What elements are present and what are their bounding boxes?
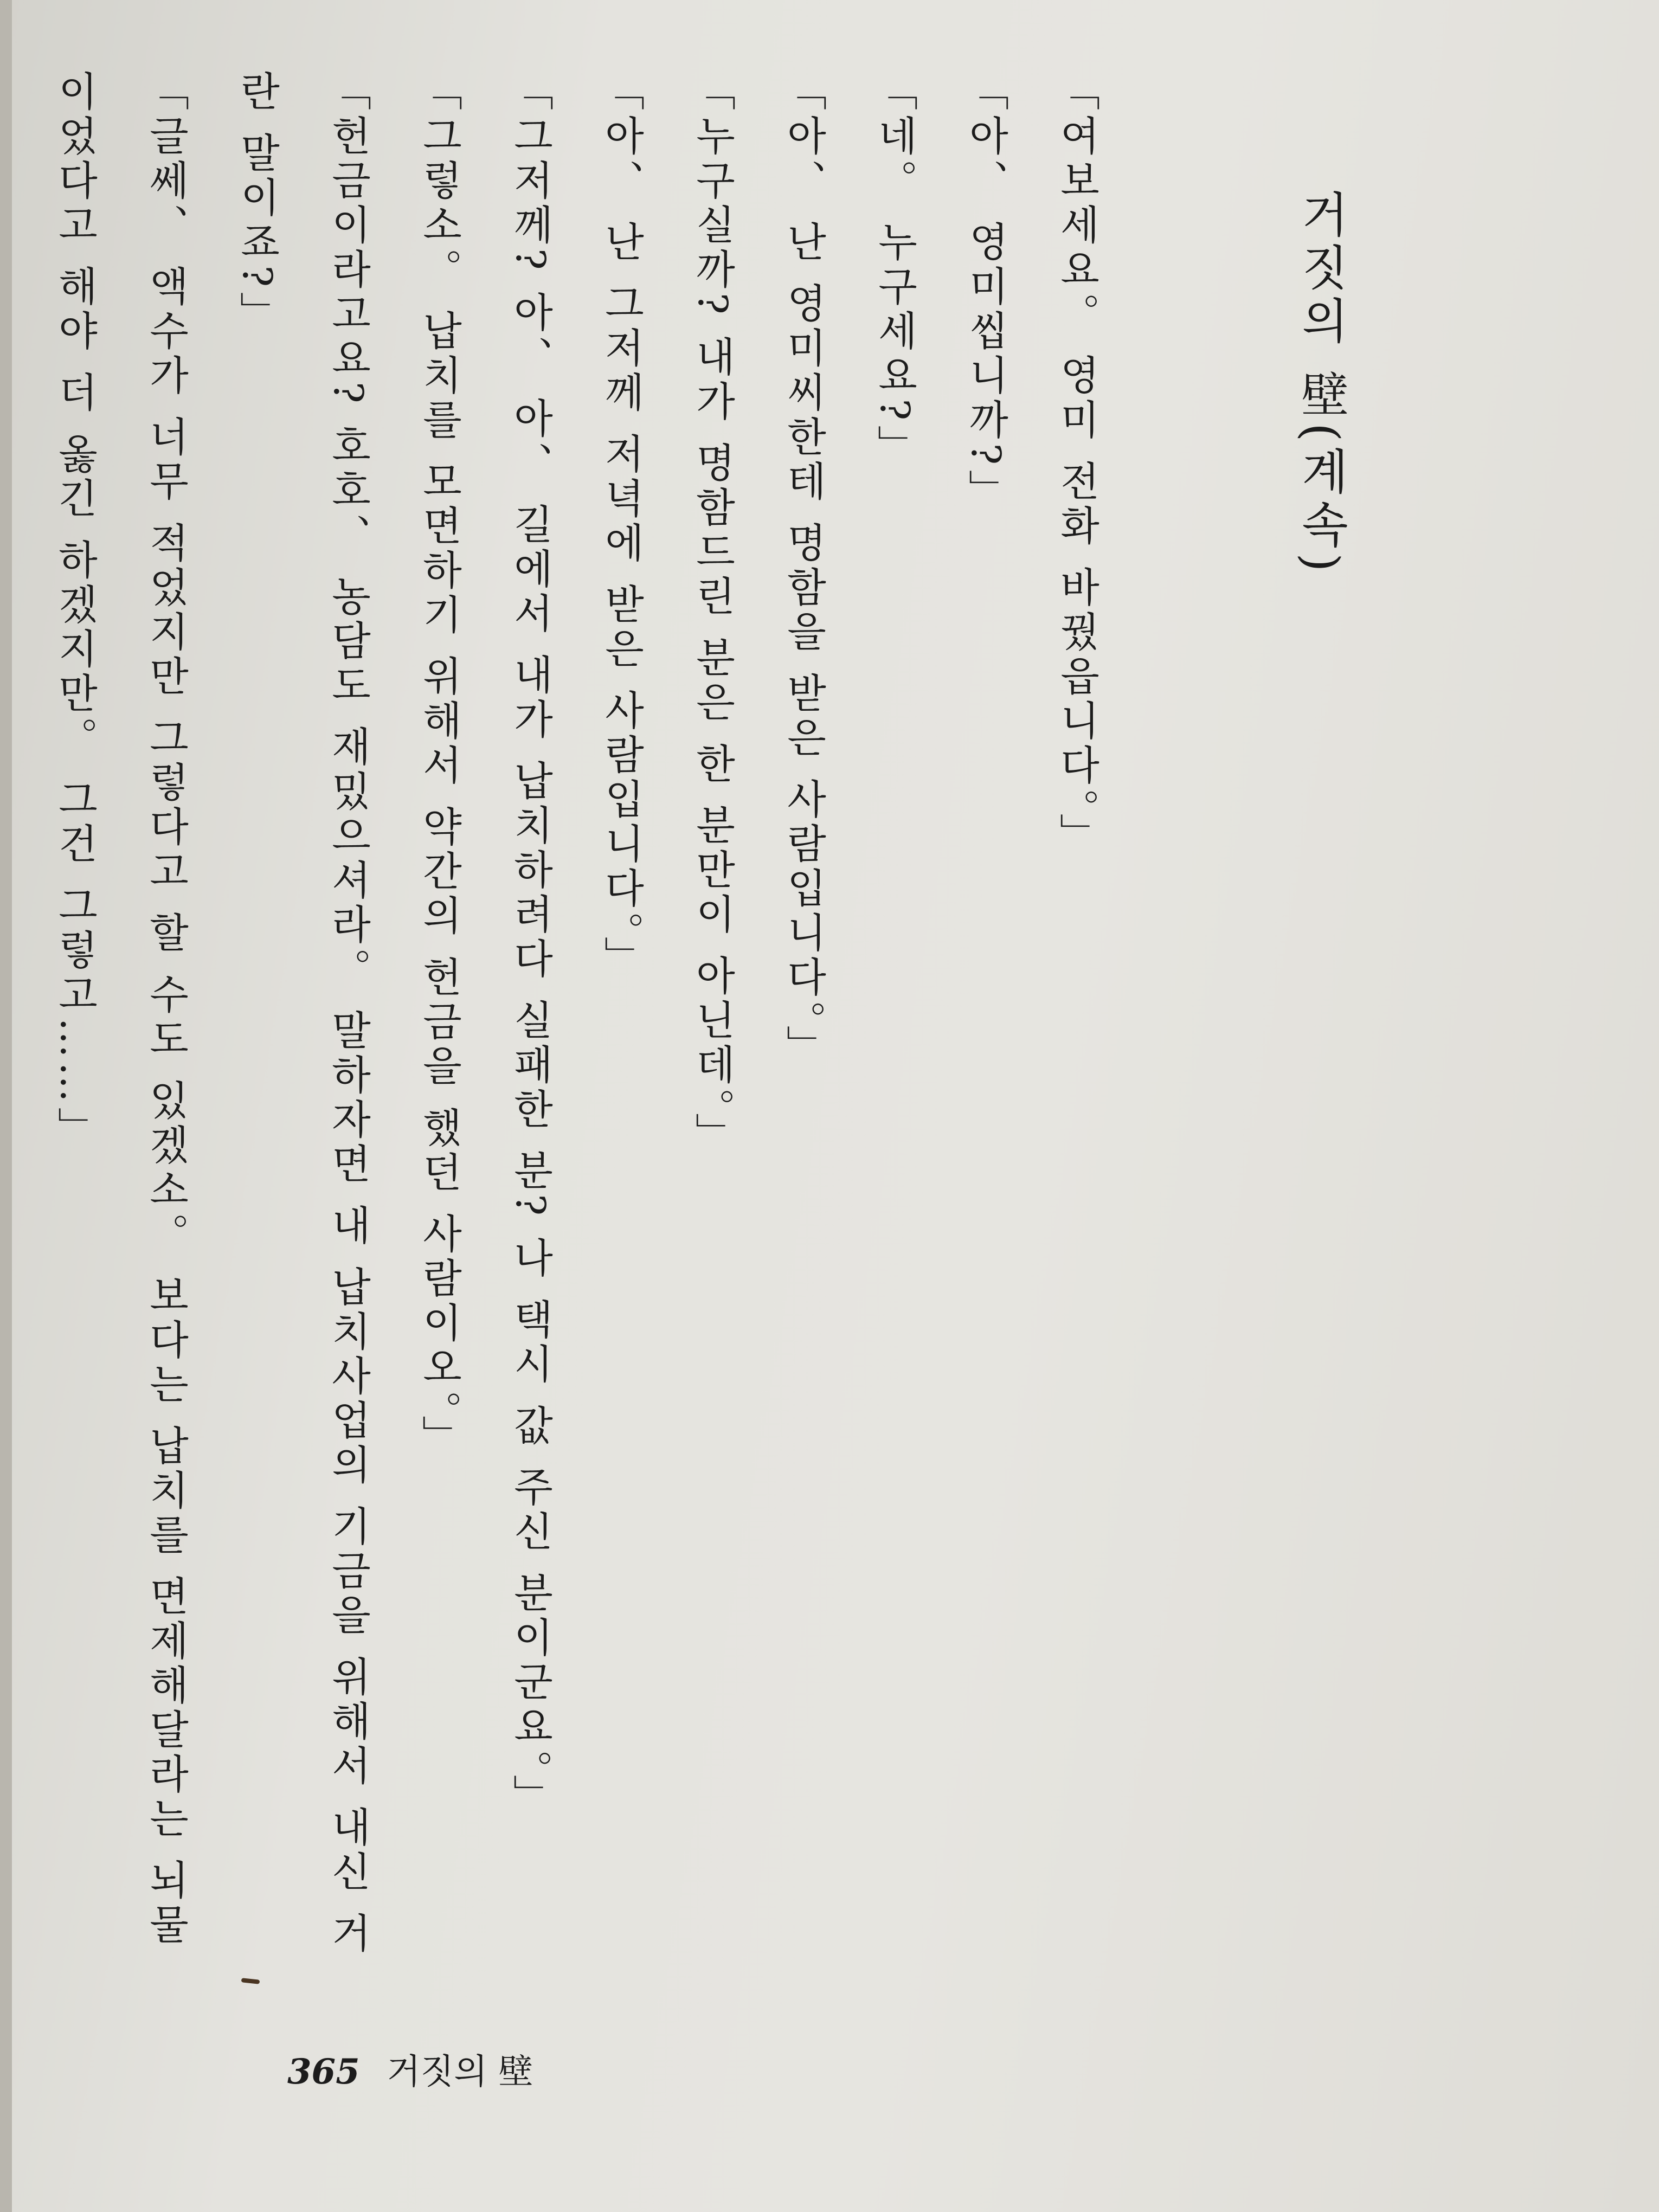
text-line: 「아、 난 그저께 저녁에 받은 사람입니다。」 <box>598 70 645 981</box>
text-line: 이었다고 해야 더 옳긴 하겠지만。 그건 그렇고……」 <box>52 70 98 1152</box>
page-edge <box>0 0 12 2212</box>
body-text <box>29 70 1122 2022</box>
text-line: 「누구실까? 내가 명함드린 분은 한 분만이 아닌데。」 <box>689 70 736 1157</box>
text-line: 「네。 누구세요?」 <box>871 70 918 470</box>
text-line: 「그저께? 아、 아、 길에서 내가 납치하려다 실패한 분? 나 택시 값 주신 분이군요。」 <box>507 70 554 1819</box>
text-line: 「헌금이라고요? 호호、 농담도 재밌으셔라。 말하자면 내 납치사업의 기금을 위해서 내신 거 <box>325 70 371 1957</box>
page-number: 365 <box>287 2052 360 2092</box>
text-line: 「그렇소。 납치를 모면하기 위해서 약간의 헌금을 했던 사람이오。」 <box>416 70 462 1459</box>
text-line: 「글쎄、 액수가 너무 적었지만 그렇다고 할 수도 있겠소。 보다는 납치를 면제해달라는 뇌물 <box>143 70 189 1948</box>
running-title: 거짓의 壁 <box>387 2052 533 2092</box>
text-line: 「아、 영미씹니까?」 <box>962 70 1009 514</box>
text-line: 「아、 난 영미씨한테 명함을 받은 사람입니다。」 <box>780 70 827 1070</box>
text-line: 「여보세요。 영미 전화 바꿨읍니다。」 <box>1053 70 1100 858</box>
chapter-title: 거짓의 壁(계속) <box>1294 190 1349 577</box>
text-line: 란 말이죠?」 <box>234 70 280 336</box>
page-footer <box>287 2044 533 2094</box>
